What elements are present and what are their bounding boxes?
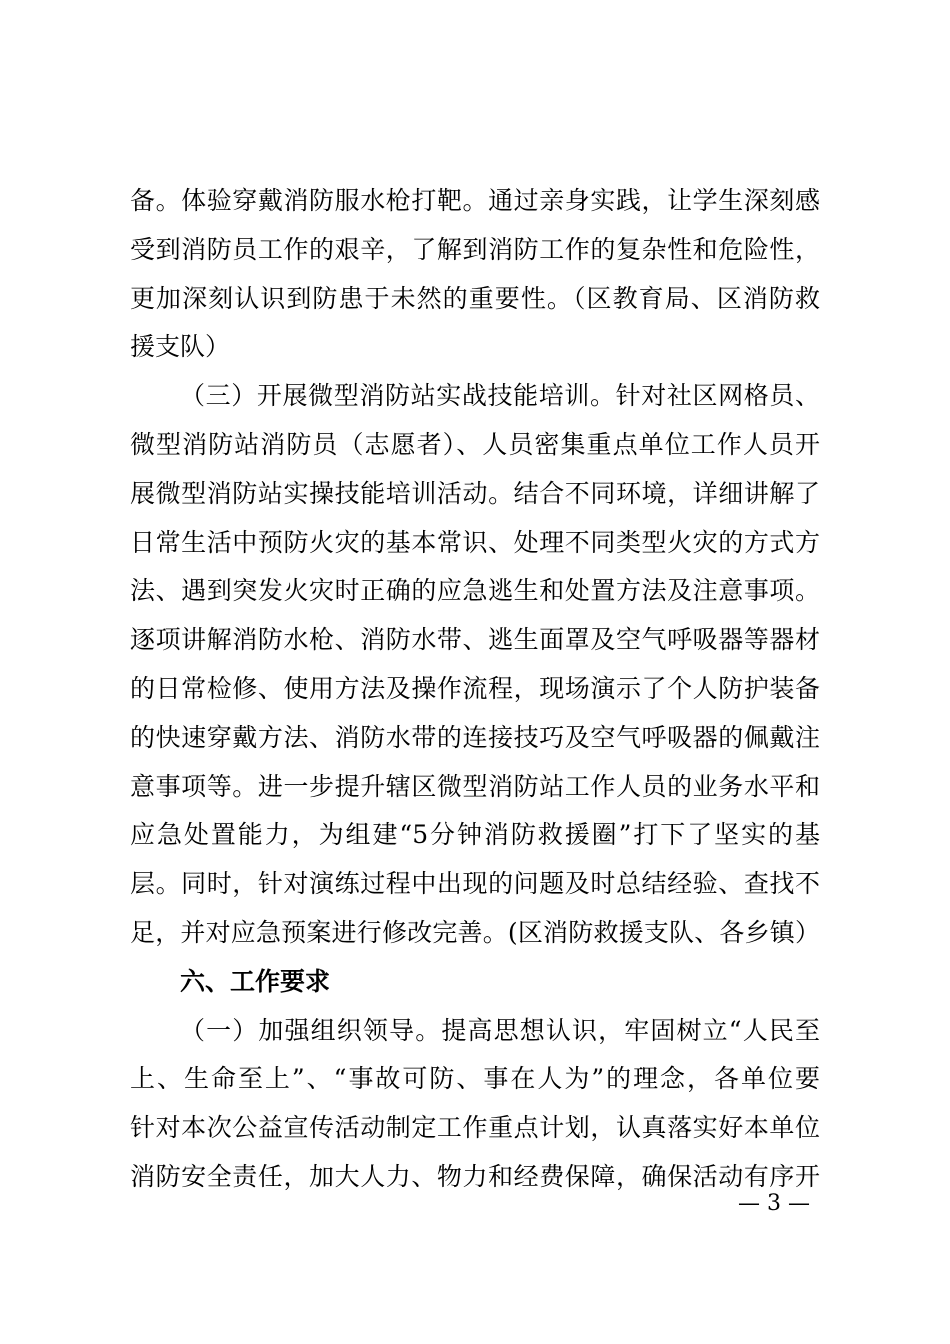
paragraph-section-3 — [130, 372, 820, 958]
text-line: 微型消防站消防员（志愿者）、人员密集重点单位工作人员开 — [130, 429, 820, 459]
text-line: 上、生命至上”、“事故可防、事在人为”的理念，各单位要 — [130, 1064, 820, 1094]
text-line: 援支队） — [130, 332, 231, 362]
heading-work-requirements — [130, 958, 820, 1007]
text-line: 受到消防员工作的艰辛，了解到消防工作的复杂性和危险性， — [130, 234, 820, 264]
paragraph-requirement-1 — [130, 1007, 820, 1202]
text-line: 更加深刻认识到防患于未然的重要性。（区教育局、区消防救 — [130, 283, 820, 313]
text-line: 应急处置能力，为组建“5分钟消防救援圈”打下了坚实的基 — [130, 820, 820, 850]
text-line: 消防安全责任，加大人力、物力和经费保障，确保活动有序开 — [130, 1161, 820, 1191]
text-line: 层。同时，针对演练过程中出现的问题及时总结经验、查找不 — [130, 869, 820, 899]
text-line: 法、遇到突发火灾时正确的应急逃生和处置方法及注意事项。 — [130, 576, 820, 606]
section-heading: 六、工作要求 — [180, 966, 331, 996]
text-line: 日常生活中预防火灾的基本常识、处理不同类型火灾的方式方 — [130, 527, 820, 557]
text-line: 的快速穿戴方法、消防水带的连接技巧及空气呼吸器的佩戴注 — [130, 722, 820, 752]
text-line: 的日常检修、使用方法及操作流程，现场演示了个人防护装备 — [130, 673, 820, 703]
text-line: 意事项等。进一步提升辖区微型消防站工作人员的业务水平和 — [130, 771, 820, 801]
text-line: （三）开展微型消防站实战技能培训。针对社区网格员、 — [180, 381, 820, 411]
page-number: — 3 — — [738, 1191, 810, 1216]
text-line: （一）加强组织领导。提高思想认识，牢固树立“人民至 — [180, 1015, 820, 1045]
text-line: 足，并对应急预案进行修改完善。(区消防救援支队、各乡镇） — [130, 917, 820, 947]
text-line: 备。体验穿戴消防服水枪打靶。通过亲身实践，让学生深刻感 — [130, 186, 820, 215]
text-line: 逐项讲解消防水枪、消防水带、逃生面罩及空气呼吸器等器材 — [130, 625, 820, 655]
document-body — [130, 177, 820, 1202]
text-line: 展微型消防站实操技能培训活动。结合不同环境，详细讲解了 — [130, 478, 820, 508]
paragraph-continuation — [130, 177, 820, 372]
text-line: 针对本次公益宣传活动制定工作重点计划，认真落实好本单位 — [130, 1113, 820, 1143]
